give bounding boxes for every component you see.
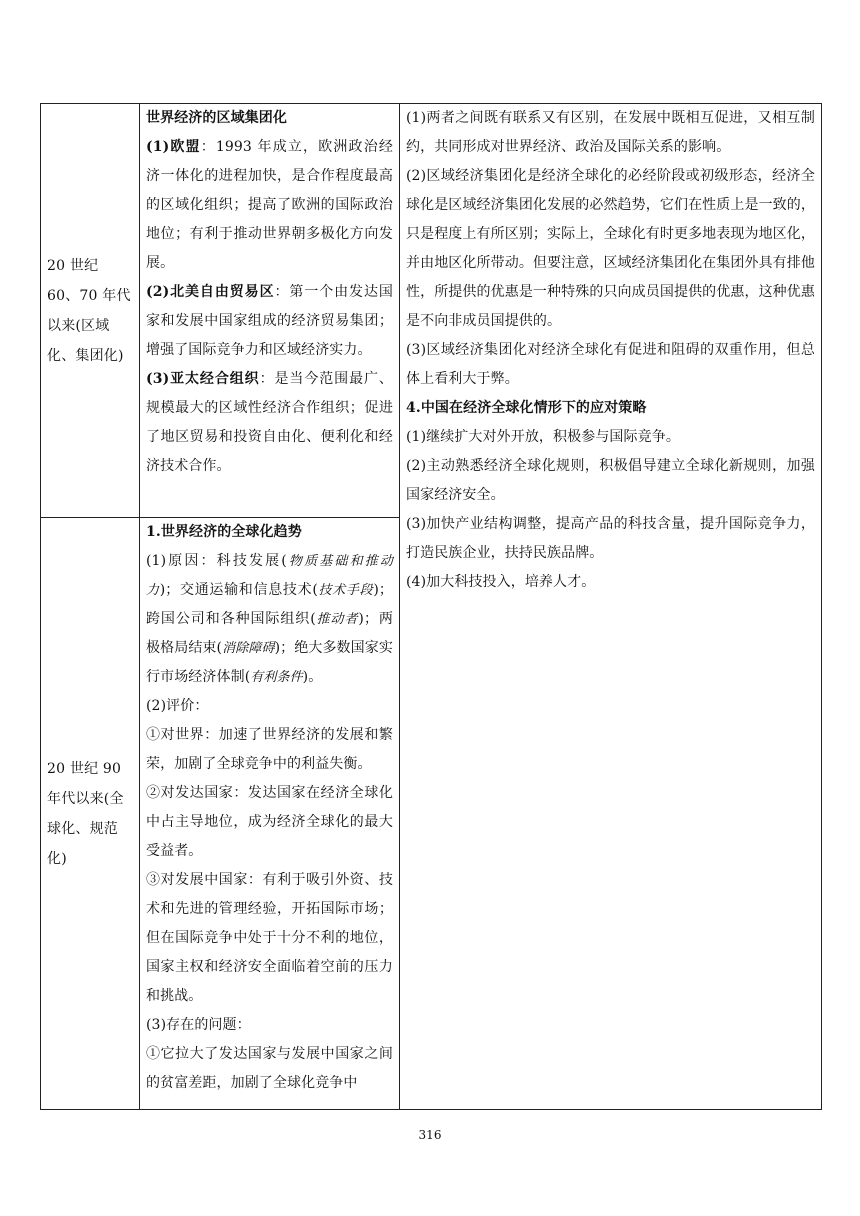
relation-1: (1)两者之间既有联系又有区别，在发展中既相互促进，又相互制约，共同形成对世界经济、政治及国际关系的影响。 (406, 110, 815, 155)
item-nafta: (2)北美自由贸易区：第一个由发达国家和发展中国家组成的经济贸易集团；增强了国际竞争力和区域经济实力。 (146, 284, 393, 358)
problem-title: (3)存在的问题： (146, 1017, 251, 1033)
evaluation-1: ①对世界：加速了世界经济的发展和繁荣，加剧了全球竞争中的利益失衡。 (146, 727, 393, 772)
period-cell-1 (41, 104, 140, 518)
relation-2: (2)区域经济集团化是经济全球化的必经阶段或初级形态，经济全球化是区域经济集团化发展的必然趋势，它们在性质上是一致的，只是程度上有所区别；实际上，全球化有时更多地表现为地区化，并由地区化所带动。但要注意，区域经济集团化在集团外具有排他性，所提供的优惠是一种特殊的只向成员国提供的优惠，这种优惠是不向非成员国提供的。 (406, 168, 815, 329)
evaluation-3: ③对发展中国家：有利于吸引外资、技术和先进的管理经验，开拓国际市场；但在国际竞争中处于十分不利的地位，国家主权和经济安全面临着空前的压力和挑战。 (146, 872, 393, 1004)
history-table (40, 103, 822, 1110)
period-label: 20 世纪 60、70 年代以来(区域化、集团化) (47, 257, 131, 364)
strategy-3: (3)加快产业结构调整，提高产品的科技含量，提升国际竞争力，打造民族企业，扶持民族品牌。 (406, 516, 815, 561)
problem-1: ①它拉大了发达国家与发展中国家之间的贫富差距，加剧了全球化竞争中 (146, 1046, 393, 1091)
page-number: 316 (418, 1128, 442, 1142)
strategy-2: (2)主动熟悉经济全球化规则，积极倡导建立全球化新规则，加强国家经济安全。 (406, 458, 815, 503)
relation-3: (3)区域经济集团化对经济全球化有促进和阻碍的双重作用，但总体上看利大于弊。 (406, 342, 815, 387)
evaluation-title: (2)评价： (146, 698, 209, 714)
period-cell-2 (41, 518, 140, 1110)
period-label: 20 世纪 90 年代以来(全球化、规范化) (47, 760, 124, 867)
item-eu: (1)欧盟：1993 年成立，欧洲政治经济一体化的进程加快，是合作程度最高的区域化组织；提高了欧洲的国际政治地位；有利于推动世界朝多极化方向发展。 (146, 139, 393, 271)
item-apec: (3)亚太经合组织：是当今范围最广、规模最大的区域性经济合作组织；促进了地区贸易和投资自由化、便利化和经济技术合作。 (146, 371, 394, 474)
strategy-title: 4.中国在经济全球化情形下的应对策略 (406, 400, 647, 416)
strategy-1: (1)继续扩大对外开放，积极参与国际竞争。 (406, 429, 680, 445)
content-cell-regionalization (140, 104, 400, 518)
cause-paragraph: (1)原因：科技发展(物质基础和推动力)；交通运输和信息技术(技术手段)；跨国公司和各种国际组织(推动者)；两极格局结束(消除障碍)；绝大多数国家实行市场经济体制(有利条件)。 (146, 553, 394, 685)
content-cell-globalization (140, 518, 400, 1110)
section-title: 世界经济的区域集团化 (146, 110, 287, 126)
strategy-4: (4)加大科技投入，培养人才。 (406, 574, 596, 590)
table-row (41, 104, 822, 518)
evaluation-2: ②对发达国家：发达国家在经济全球化中占主导地位，成为经济全球化的最大受益者。 (146, 785, 393, 859)
section-title: 1.世界经济的全球化趋势 (146, 524, 302, 540)
content-cell-right (400, 104, 822, 1110)
